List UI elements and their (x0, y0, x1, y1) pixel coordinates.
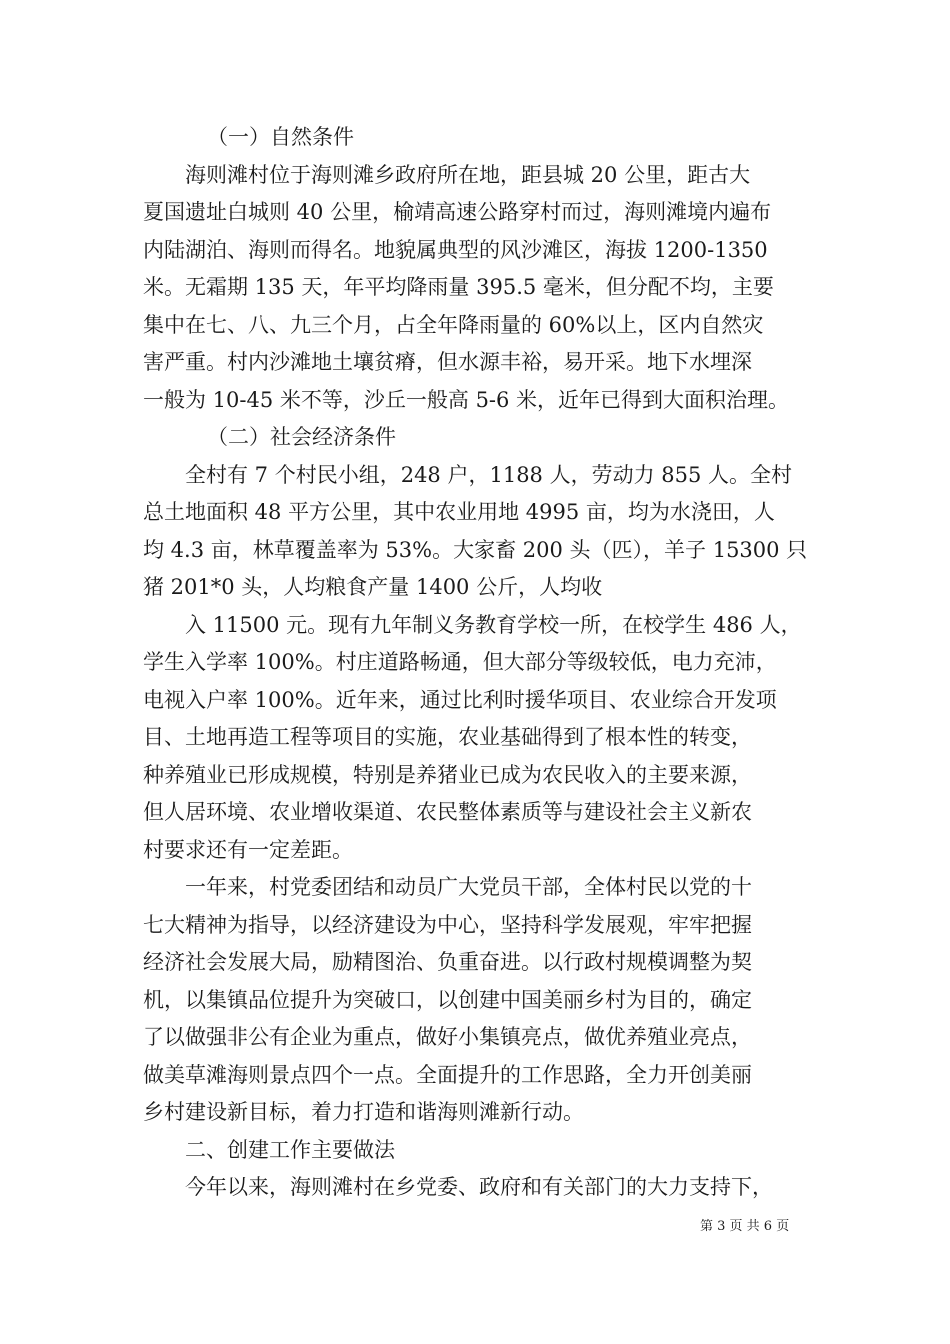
paragraph-line: 目、土地再造工程等项目的实施，农业基础得到了根本性的转变， (143, 725, 752, 749)
paragraph-line: 今年以来，海则滩村在乡党委、政府和有关部门的大力支持下， (185, 1175, 773, 1199)
paragraph-line: 经济社会发展大局，励精图治、负重奋进。以行政村规模调整为契 (143, 950, 752, 974)
section-heading-methods: 二、创建工作主要做法 (185, 1137, 395, 1162)
paragraph-line: 害严重。村内沙滩地土壤贫瘠，但水源丰裕，易开采。地下水埋深 (143, 350, 752, 374)
section-heading-natural: （一）自然条件 (207, 125, 354, 149)
paragraph-line: 一般为 10-45 米不等，沙丘一般高 5-6 米，近年已得到大面积治理。 (143, 387, 790, 412)
paragraph-line: 村要求还有一定差距。 (143, 837, 353, 862)
paragraph-line: 夏国遗址白城则 40 公里，榆靖高速公路穿村而过，海则滩境内遍布 (143, 200, 772, 224)
paragraph-line: 总土地面积 48 平方公里，其中农业用地 4995 亩，均为水浇田，人 (143, 500, 775, 524)
paragraph-line: 米。无霜期 135 天，年平均降雨量 395.5 毫米，但分配不均，主要 (143, 275, 774, 299)
paragraph-line: 种养殖业已形成规模，特别是养猪业已成为农民收入的主要来源， (143, 762, 752, 787)
section-heading-socioeconomic: （二）社会经济条件 (207, 425, 396, 449)
paragraph-line: 均 4.3 亩，林草覆盖率为 53%。大家畜 200 头（匹），羊子 15300 只 (143, 537, 808, 562)
paragraph-line: 做美草滩海则景点四个一点。全面提升的工作思路，全力开创美丽 (143, 1062, 752, 1087)
paragraph-line: 集中在七、八、九三个月，占全年降雨量的 60%以上，区内自然灾 (143, 312, 764, 337)
paragraph-line: 了以做强非公有企业为重点，做好小集镇亮点，做优养殖业亮点， (143, 1025, 752, 1049)
paragraph-line: 全村有 7 个村民小组，248 户，1188 人，劳动力 855 人。全村 (185, 462, 793, 487)
page-number-footer: 第 3 页 共 6 页 (700, 1219, 790, 1234)
paragraph-line: 入 11500 元。现有九年制义务教育学校一所，在校学生 486 人， (185, 612, 802, 637)
paragraph-line: 电视入户率 100%。近年来，通过比利时援华项目、农业综合开发项 (143, 687, 777, 712)
paragraph-line: 内陆湖泊、海则而得名。地貌属典型的风沙滩区，海拔 1200-1350 (143, 237, 768, 262)
paragraph-line: 海则滩村位于海则滩乡政府所在地，距县城 20 公里，距古大 (185, 162, 751, 187)
paragraph-line: 一年来，村党委团结和动员广大党员干部，全体村民以党的十 (185, 875, 752, 899)
paragraph-line: 学生入学率 100%。村庄道路畅通，但大部分等级较低，电力充沛， (143, 650, 777, 674)
paragraph-line: 乡村建设新目标，着力打造和谐海则滩新行动。 (143, 1100, 584, 1124)
paragraph-line: 但人居环境、农业增收渠道、农民整体素质等与建设社会主义新农 (143, 800, 752, 824)
paragraph-line: 机，以集镇品位提升为突破口，以创建中国美丽乡村为目的，确定 (143, 987, 752, 1012)
document-body (143, 119, 823, 1207)
paragraph-line: 七大精神为指导，以经济建设为中心，坚持科学发展观，牢牢把握 (143, 912, 752, 937)
paragraph-line: 猪 201*0 头，人均粮食产量 1400 公斤，人均收 (143, 575, 603, 599)
